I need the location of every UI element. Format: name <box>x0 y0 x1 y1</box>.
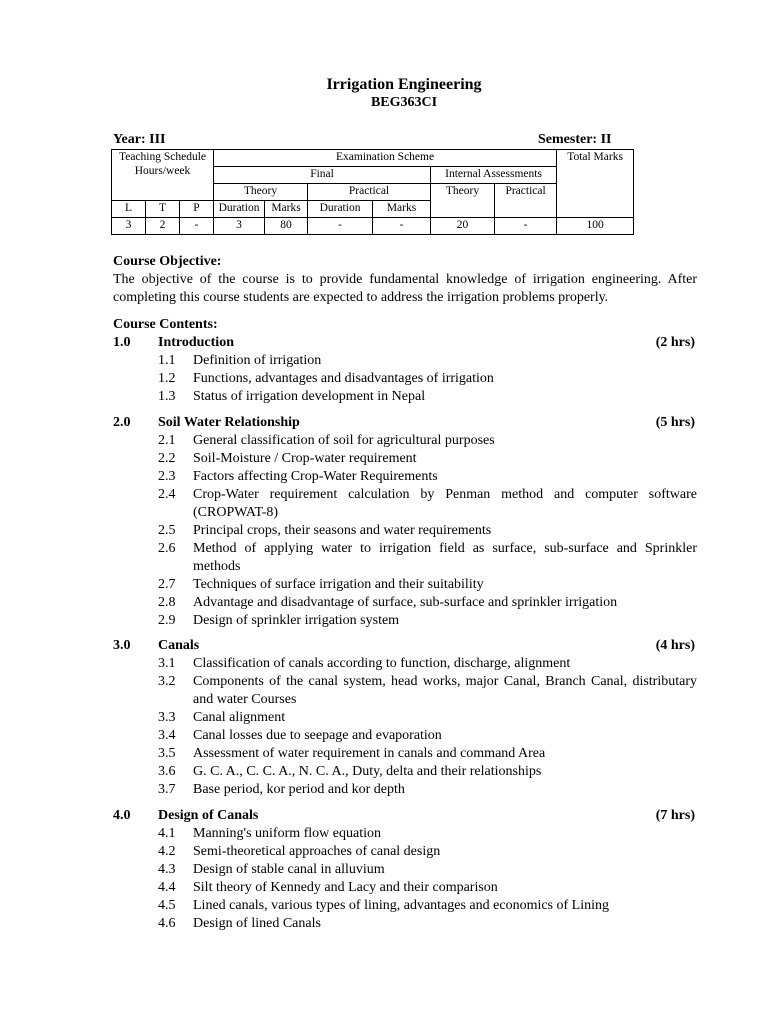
hours-week-label: Hours/week <box>134 165 191 177</box>
list-item <box>113 576 697 594</box>
unit-title: Canals <box>158 638 200 653</box>
teaching-schedule-label: Teaching Schedule <box>119 151 207 163</box>
t-header: T <box>146 201 180 218</box>
list-item <box>113 763 697 781</box>
internal-practical-value: - <box>495 218 557 235</box>
t-value: 2 <box>146 218 180 235</box>
unit-title: Soil Water Relationship <box>158 415 300 430</box>
item-number: 2.1 <box>158 433 176 448</box>
unit-number: 4.0 <box>113 808 131 823</box>
objective-text: The objective of the course is to provide fundamental knowledge of irrigation engineering. After completing this course students are expected to address the irrigation problems properly. <box>113 272 697 305</box>
item-number: 3.7 <box>158 782 176 797</box>
list-item <box>113 843 697 861</box>
list-item <box>113 915 697 933</box>
list-item <box>113 673 697 709</box>
item-text: Design of lined Canals <box>193 916 321 931</box>
unit-hours: (4 hrs) <box>655 638 695 653</box>
item-text: Classification of canals according to function, discharge, alignment <box>193 656 571 671</box>
item-text: Method of applying water to irrigation field as surface, sub-surface and Sprinkler methods <box>193 541 697 574</box>
item-number: 3.5 <box>158 746 176 761</box>
objective-heading: Course Objective: <box>113 254 222 269</box>
p-value: - <box>180 218 214 235</box>
item-text: Status of irrigation development in Nepal <box>193 389 426 404</box>
list-item <box>113 655 697 673</box>
item-number: 2.4 <box>158 487 176 502</box>
list-item <box>113 897 697 915</box>
list-item <box>113 450 697 468</box>
item-text: Components of the canal system, head works, major Canal, Branch Canal, distributary and water Courses <box>193 674 697 707</box>
item-text: Base period, kor period and kor depth <box>193 782 405 797</box>
list-item <box>113 825 697 843</box>
item-text: Lined canals, various types of lining, advantages and economics of Lining <box>193 898 610 913</box>
internal-practical-header: Practical <box>495 184 557 218</box>
item-text: Canal losses due to seepage and evaporation <box>193 728 442 743</box>
unit-hours: (7 hrs) <box>655 808 695 823</box>
item-number: 2.7 <box>158 577 176 592</box>
unit-hours: (5 hrs) <box>655 415 695 430</box>
item-text: Manning's uniform flow equation <box>193 826 381 841</box>
item-number: 3.1 <box>158 656 176 671</box>
internal-theory-header: Theory <box>431 184 495 218</box>
list-item <box>113 486 697 522</box>
item-text: G. C. A., C. C. A., N. C. A., Duty, delta and their relationships <box>193 764 542 779</box>
list-item <box>113 745 697 763</box>
item-number: 1.1 <box>158 353 176 368</box>
item-number: 4.5 <box>158 898 176 913</box>
semester-label: Semester: II <box>538 132 612 147</box>
unit-4 <box>113 807 697 933</box>
theory-duration-value: 3 <box>214 218 265 235</box>
exam-scheme-header: Examination Scheme <box>214 150 557 167</box>
item-text: Functions, advantages and disadvantages of irrigation <box>193 371 494 386</box>
list-item <box>113 594 697 612</box>
item-text: Semi-theoretical approaches of canal design <box>193 844 441 859</box>
item-text: Assessment of water requirement in canals and command Area <box>193 746 546 761</box>
item-text: Advantage and disadvantage of surface, sub-surface and sprinkler irrigation <box>193 595 618 610</box>
l-value: 3 <box>112 218 146 235</box>
total-marks-header: Total Marks <box>557 150 634 218</box>
practical-marks-value: - <box>373 218 431 235</box>
item-number: 2.5 <box>158 523 176 538</box>
unit-1 <box>113 334 697 406</box>
final-header: Final <box>214 167 431 184</box>
item-text: General classification of soil for agricultural purposes <box>193 433 495 448</box>
item-number: 4.2 <box>158 844 176 859</box>
item-number: 2.2 <box>158 451 176 466</box>
practical-duration-header: Duration <box>308 201 373 218</box>
unit-number: 3.0 <box>113 638 131 653</box>
item-number: 3.2 <box>158 674 176 689</box>
list-item <box>113 612 697 630</box>
list-item <box>113 861 697 879</box>
list-item <box>113 522 697 540</box>
item-text: Silt theory of Kennedy and Lacy and their comparison <box>193 880 498 895</box>
total-marks-value: 100 <box>557 218 634 235</box>
item-text: Principal crops, their seasons and water requirements <box>193 523 492 538</box>
theory-marks-header: Marks <box>265 201 308 218</box>
contents-heading: Course Contents: <box>113 317 218 332</box>
item-text: Design of sprinkler irrigation system <box>193 613 400 628</box>
list-item <box>113 879 697 897</box>
item-text: Design of stable canal in alluvium <box>193 862 385 877</box>
p-header: P <box>180 201 214 218</box>
list-item <box>113 468 697 486</box>
item-number: 3.6 <box>158 764 176 779</box>
practical-marks-header: Marks <box>373 201 431 218</box>
list-item <box>113 352 697 370</box>
theory-duration-header: Duration <box>214 201 265 218</box>
item-number: 2.8 <box>158 595 176 610</box>
unit-number: 1.0 <box>113 335 131 350</box>
item-text: Crop-Water requirement calculation by Penman method and computer software (CROPWAT-8) <box>193 487 697 520</box>
item-number: 4.3 <box>158 862 176 877</box>
internal-theory-value: 20 <box>431 218 495 235</box>
course-title: Irrigation Engineering <box>326 76 482 93</box>
unit-3 <box>113 637 697 799</box>
item-number: 1.3 <box>158 389 176 404</box>
theory-marks-value: 80 <box>265 218 308 235</box>
year-label: Year: III <box>113 132 166 147</box>
unit-hours: (2 hrs) <box>655 335 695 350</box>
item-number: 4.1 <box>158 826 176 841</box>
list-item <box>113 432 697 450</box>
item-text: Soil-Moisture / Crop-water requirement <box>193 451 417 466</box>
unit-number: 2.0 <box>113 415 131 430</box>
list-item <box>113 370 697 388</box>
unit-2 <box>113 414 697 630</box>
course-code: BEG363CI <box>370 95 438 110</box>
item-number: 4.4 <box>158 880 176 895</box>
final-theory-header: Theory <box>214 184 308 201</box>
item-text: Factors affecting Crop-Water Requirements <box>193 469 438 484</box>
list-item <box>113 388 697 406</box>
item-text: Canal alignment <box>193 710 286 725</box>
item-number: 1.2 <box>158 371 176 386</box>
schedule-table <box>111 149 634 235</box>
item-number: 2.6 <box>158 541 176 556</box>
list-item <box>113 727 697 745</box>
item-number: 4.6 <box>158 916 176 931</box>
item-number: 2.9 <box>158 613 176 628</box>
internal-header: Internal Assessments <box>431 167 557 184</box>
unit-title: Introduction <box>158 335 234 350</box>
item-text: Techniques of surface irrigation and their suitability <box>193 577 484 592</box>
item-number: 2.3 <box>158 469 176 484</box>
list-item <box>113 540 697 576</box>
list-item <box>113 781 697 799</box>
final-practical-header: Practical <box>308 184 431 201</box>
item-number: 3.3 <box>158 710 176 725</box>
item-number: 3.4 <box>158 728 176 743</box>
unit-title: Design of Canals <box>158 808 259 823</box>
item-text: Definition of irrigation <box>193 353 322 368</box>
l-header: L <box>112 201 146 218</box>
list-item <box>113 709 697 727</box>
practical-duration-value: - <box>308 218 373 235</box>
